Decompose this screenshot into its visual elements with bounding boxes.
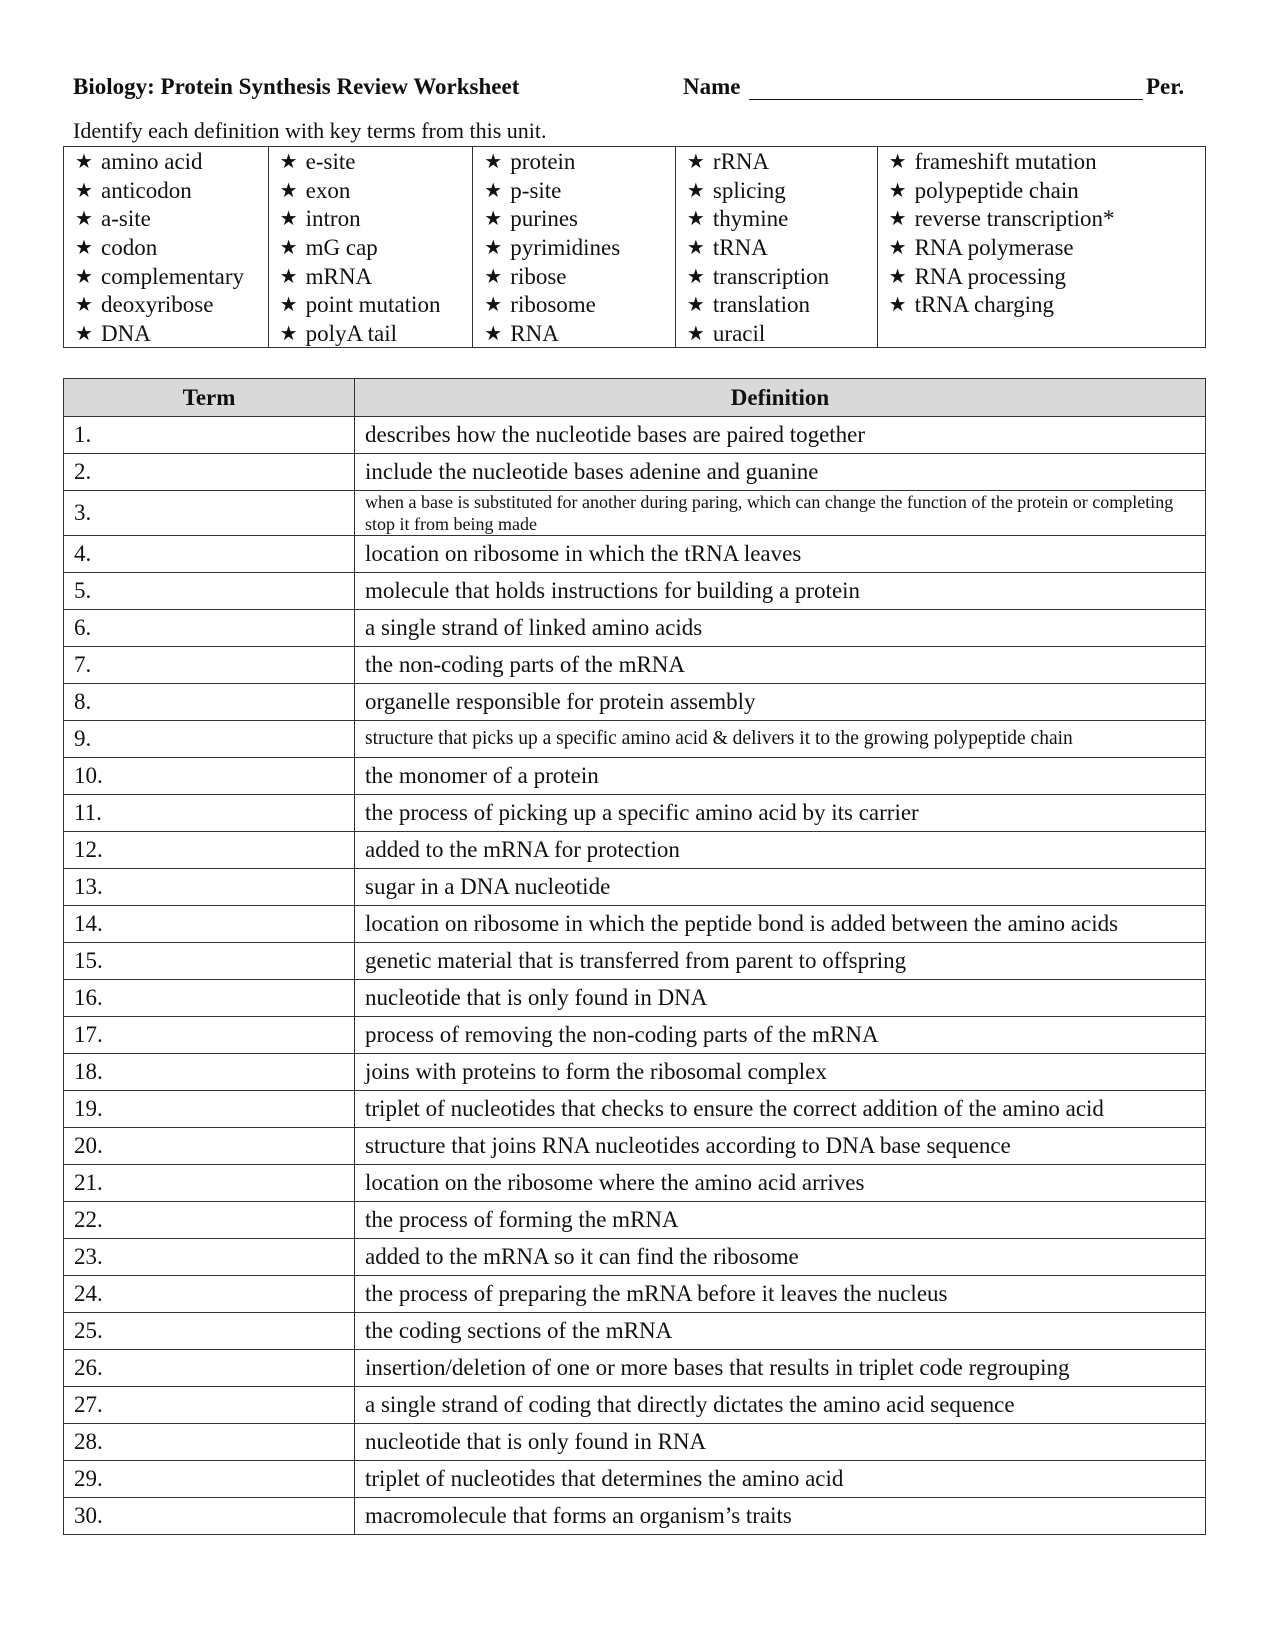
table-row xyxy=(64,1313,1206,1350)
definition-cell: nucleotide that is only found in DNA xyxy=(355,980,1206,1017)
definition-cell: insertion/deletion of one or more bases that results in triplet code regrouping xyxy=(355,1350,1206,1387)
star-icon: ★ xyxy=(484,265,503,288)
word-bank-term: reverse transcription* xyxy=(914,206,1115,232)
word-bank-item xyxy=(676,177,877,206)
star-icon: ★ xyxy=(279,179,298,202)
definition-cell: nucleotide that is only found in RNA xyxy=(355,1424,1206,1461)
table-row xyxy=(64,647,1206,684)
word-bank-term: RNA xyxy=(510,321,559,347)
definition-cell: the coding sections of the mRNA xyxy=(355,1313,1206,1350)
term-answer-cell[interactable]: 26. xyxy=(64,1350,355,1387)
term-answer-cell[interactable]: 6. xyxy=(64,610,355,647)
definition-cell: added to the mRNA for protection xyxy=(355,832,1206,869)
word-bank-term: frameshift mutation xyxy=(914,149,1097,174)
worksheet-title: Biology: Protein Synthesis Review Worksheet xyxy=(73,74,520,99)
word-bank-item xyxy=(64,291,268,320)
word-bank-item xyxy=(676,234,877,263)
term-column-header: Term xyxy=(64,379,355,417)
definition-cell: the process of forming the mRNA xyxy=(355,1202,1206,1239)
word-bank-item xyxy=(878,263,1205,292)
definition-column-header: Definition xyxy=(355,379,1206,417)
word-bank-term: mG cap xyxy=(305,235,378,261)
star-icon: ★ xyxy=(888,179,907,202)
word-bank-term: ribosome xyxy=(510,292,596,318)
terms-table xyxy=(63,378,1206,1535)
word-bank-term: exon xyxy=(305,177,351,203)
definition-cell: location on the ribosome where the amino acid arrives xyxy=(355,1165,1206,1202)
term-answer-cell[interactable]: 27. xyxy=(64,1387,355,1424)
table-row xyxy=(64,980,1206,1017)
word-bank-term: DNA xyxy=(101,321,151,347)
term-answer-cell[interactable]: 29. xyxy=(64,1461,355,1498)
table-row xyxy=(64,417,1206,454)
word-bank-term: codon xyxy=(101,235,158,261)
word-bank-term: complementary xyxy=(101,263,245,289)
term-answer-cell[interactable]: 4. xyxy=(64,536,355,573)
table-row xyxy=(64,1424,1206,1461)
star-icon: ★ xyxy=(279,151,298,173)
instructions: Identify each definition with key terms from this unit. xyxy=(73,118,547,143)
term-answer-cell[interactable]: 18. xyxy=(64,1054,355,1091)
table-row xyxy=(64,1091,1206,1128)
star-icon: ★ xyxy=(484,179,503,202)
star-icon: ★ xyxy=(888,237,907,260)
star-icon: ★ xyxy=(686,265,705,288)
term-answer-cell[interactable]: 17. xyxy=(64,1017,355,1054)
word-bank-term: uracil xyxy=(712,321,766,347)
term-answer-cell[interactable]: 10. xyxy=(64,758,355,795)
definition-cell: sugar in a DNA nucleotide xyxy=(355,869,1206,906)
word-bank-term: RNA polymerase xyxy=(914,235,1074,261)
word-bank-item xyxy=(64,234,268,263)
word-bank-term: tRNA xyxy=(712,235,768,261)
word-bank-item xyxy=(473,263,675,292)
star-icon: ★ xyxy=(686,208,705,231)
star-icon: ★ xyxy=(279,208,298,231)
star-icon: ★ xyxy=(888,208,907,231)
word-bank-term: splicing xyxy=(712,177,786,203)
word-bank-item xyxy=(878,291,1205,320)
star-icon: ★ xyxy=(75,179,93,202)
word-bank-item xyxy=(878,205,1205,234)
term-answer-cell[interactable]: 13. xyxy=(64,869,355,906)
word-bank-term: purines xyxy=(510,206,578,232)
table-row xyxy=(64,1054,1206,1091)
word-bank-term: a-site xyxy=(101,206,151,232)
definition-cell: structure that joins RNA nucleotides according to DNA base sequence xyxy=(355,1128,1206,1165)
word-bank-item xyxy=(269,205,473,234)
table-row xyxy=(64,1387,1206,1424)
definition-cell: genetic material that is transferred from parent to offspring xyxy=(355,943,1206,980)
word-bank-column xyxy=(473,147,676,347)
word-bank-item xyxy=(676,320,877,349)
table-row xyxy=(64,1128,1206,1165)
word-bank-term: transcription xyxy=(712,263,830,289)
definition-cell: the process of preparing the mRNA before it leaves the nucleus xyxy=(355,1276,1206,1313)
definition-cell: triplet of nucleotides that determines the amino acid xyxy=(355,1461,1206,1498)
star-icon: ★ xyxy=(75,294,93,317)
word-bank-term: p-site xyxy=(510,177,562,203)
word-bank-item xyxy=(473,205,675,234)
term-answer-cell[interactable]: 11. xyxy=(64,795,355,832)
star-icon: ★ xyxy=(279,294,298,317)
table-row xyxy=(64,721,1206,758)
word-bank-term: deoxyribose xyxy=(101,292,214,318)
definition-cell: a single strand of linked amino acids xyxy=(355,610,1206,647)
word-bank-item xyxy=(269,148,473,177)
word-bank-item xyxy=(473,291,675,320)
word-bank-item xyxy=(878,234,1205,263)
table-row xyxy=(64,758,1206,795)
word-bank-item xyxy=(64,263,268,292)
word-bank-column xyxy=(269,147,474,347)
table-row xyxy=(64,1276,1206,1313)
word-bank-term: point mutation xyxy=(305,292,441,318)
period-label: Per. xyxy=(1146,74,1185,99)
star-icon: ★ xyxy=(686,151,705,173)
definition-cell: the non-coding parts of the mRNA xyxy=(355,647,1206,684)
term-answer-cell[interactable]: 8. xyxy=(64,684,355,721)
definition-cell: describes how the nucleotide bases are paired together xyxy=(355,417,1206,454)
definition-cell: the process of picking up a specific amino acid by its carrier xyxy=(355,795,1206,832)
word-bank-item xyxy=(64,177,268,206)
table-row xyxy=(64,1239,1206,1276)
term-answer-cell[interactable]: 12. xyxy=(64,832,355,869)
word-bank-item xyxy=(269,177,473,206)
word-bank-term: intron xyxy=(305,206,361,232)
definition-cell: structure that picks up a specific amino acid & delivers it to the growing polypeptide chain xyxy=(355,721,1206,758)
table-row xyxy=(64,1165,1206,1202)
term-answer-cell[interactable]: 15. xyxy=(64,943,355,980)
word-bank-item xyxy=(269,263,473,292)
word-bank-item xyxy=(473,177,675,206)
star-icon: ★ xyxy=(686,323,705,346)
star-icon: ★ xyxy=(686,294,705,317)
definition-cell: triplet of nucleotides that checks to ensure the correct addition of the amino acid xyxy=(355,1091,1206,1128)
star-icon: ★ xyxy=(75,208,93,231)
star-icon: ★ xyxy=(686,179,705,202)
word-bank-item xyxy=(473,320,675,349)
definition-cell: location on ribosome in which the tRNA leaves xyxy=(355,536,1206,573)
star-icon: ★ xyxy=(484,151,503,173)
table-row xyxy=(64,869,1206,906)
definition-cell: process of removing the non-coding parts of the mRNA xyxy=(355,1017,1206,1054)
table-row xyxy=(64,943,1206,980)
star-icon: ★ xyxy=(484,208,503,231)
name-label: Name xyxy=(683,74,741,99)
table-row xyxy=(64,1498,1206,1535)
word-bank-term: e-site xyxy=(305,149,356,174)
word-bank-item xyxy=(269,234,473,263)
star-icon: ★ xyxy=(75,237,93,260)
word-bank-term: translation xyxy=(712,292,811,318)
star-icon: ★ xyxy=(279,323,298,346)
table-row xyxy=(64,454,1206,491)
table-row xyxy=(64,1350,1206,1387)
word-bank-term: pyrimidines xyxy=(510,235,621,261)
word-bank-item xyxy=(269,291,473,320)
table-row xyxy=(64,1202,1206,1239)
word-bank-term: thymine xyxy=(712,206,789,232)
word-bank-term: RNA processing xyxy=(914,263,1066,289)
word-bank-item xyxy=(676,291,877,320)
word-bank-item xyxy=(878,148,1205,177)
star-icon: ★ xyxy=(484,323,503,346)
definition-cell: organelle responsible for protein assembly xyxy=(355,684,1206,721)
term-answer-cell[interactable]: 5. xyxy=(64,573,355,610)
star-icon: ★ xyxy=(686,237,705,260)
word-bank-term: anticodon xyxy=(101,177,192,203)
word-bank-column xyxy=(64,147,269,347)
word-bank-item xyxy=(64,320,268,349)
term-answer-cell[interactable]: 20. xyxy=(64,1128,355,1165)
definition-cell: molecule that holds instructions for building a protein xyxy=(355,573,1206,610)
definition-cell: when a base is substituted for another during paring, which can change the function of the protein or completing stop it from being made xyxy=(355,491,1206,536)
definition-cell: added to the mRNA so it can find the ribosome xyxy=(355,1239,1206,1276)
table-row xyxy=(64,1461,1206,1498)
word-bank-term: rRNA xyxy=(712,149,770,174)
table-row xyxy=(64,795,1206,832)
definition-cell: joins with proteins to form the ribosomal complex xyxy=(355,1054,1206,1091)
table-row xyxy=(64,491,1206,536)
term-answer-cell[interactable]: 14. xyxy=(64,906,355,943)
star-icon: ★ xyxy=(888,151,907,173)
definition-cell: macromolecule that forms an organism’s traits xyxy=(355,1498,1206,1535)
term-answer-cell[interactable]: 2. xyxy=(64,454,355,491)
word-bank-item xyxy=(676,263,877,292)
word-bank-item xyxy=(473,234,675,263)
star-icon: ★ xyxy=(888,265,907,288)
term-answer-cell[interactable]: 19. xyxy=(64,1091,355,1128)
word-bank-column xyxy=(878,147,1205,347)
word-bank-item xyxy=(878,177,1205,206)
term-answer-cell[interactable]: 30. xyxy=(64,1498,355,1535)
word-bank-term: mRNA xyxy=(305,263,373,289)
term-answer-cell[interactable]: 28. xyxy=(64,1424,355,1461)
term-answer-cell[interactable]: 25. xyxy=(64,1313,355,1350)
term-answer-cell[interactable]: 23. xyxy=(64,1239,355,1276)
word-bank-item xyxy=(64,205,268,234)
table-body xyxy=(64,417,1206,1535)
star-icon: ★ xyxy=(279,237,298,260)
term-answer-cell[interactable]: 9. xyxy=(64,721,355,758)
table-row xyxy=(64,536,1206,573)
term-answer-cell[interactable]: 7. xyxy=(64,647,355,684)
table-row xyxy=(64,684,1206,721)
word-bank-term: polyA tail xyxy=(305,321,398,347)
definition-cell: a single strand of coding that directly dictates the amino acid sequence xyxy=(355,1387,1206,1424)
word-bank-term: protein xyxy=(510,149,576,174)
table-row xyxy=(64,610,1206,647)
word-bank xyxy=(63,146,1206,348)
table-row xyxy=(64,1017,1206,1054)
table-header-row xyxy=(64,379,1206,417)
word-bank-item xyxy=(473,148,675,177)
word-bank-term: amino acid xyxy=(101,149,203,174)
term-answer-cell[interactable]: 22. xyxy=(64,1202,355,1239)
word-bank-item xyxy=(676,148,877,177)
star-icon: ★ xyxy=(484,294,503,317)
star-icon: ★ xyxy=(75,323,93,346)
word-bank-item xyxy=(64,148,268,177)
star-icon: ★ xyxy=(484,237,503,260)
table-row xyxy=(64,906,1206,943)
term-answer-cell[interactable]: 3. xyxy=(64,491,355,536)
star-icon: ★ xyxy=(75,151,93,173)
term-answer-cell[interactable]: 16. xyxy=(64,980,355,1017)
star-icon: ★ xyxy=(279,265,298,288)
word-bank-term: ribose xyxy=(510,263,567,289)
definition-cell: include the nucleotide bases adenine and guanine xyxy=(355,454,1206,491)
table-row xyxy=(64,832,1206,869)
term-answer-cell[interactable]: 21. xyxy=(64,1165,355,1202)
term-answer-cell[interactable]: 24. xyxy=(64,1276,355,1313)
worksheet-header xyxy=(73,74,1193,106)
word-bank-column xyxy=(676,147,878,347)
definition-cell: the monomer of a protein xyxy=(355,758,1206,795)
definition-cell: location on ribosome in which the peptide bond is added between the amino acids xyxy=(355,906,1206,943)
star-icon: ★ xyxy=(75,265,93,288)
name-field-line[interactable] xyxy=(749,99,1143,100)
word-bank-item xyxy=(269,320,473,349)
word-bank-item xyxy=(676,205,877,234)
word-bank-term: polypeptide chain xyxy=(914,177,1079,203)
table-row xyxy=(64,573,1206,610)
term-answer-cell[interactable]: 1. xyxy=(64,417,355,454)
star-icon: ★ xyxy=(888,294,907,317)
word-bank-term: tRNA charging xyxy=(914,292,1055,318)
